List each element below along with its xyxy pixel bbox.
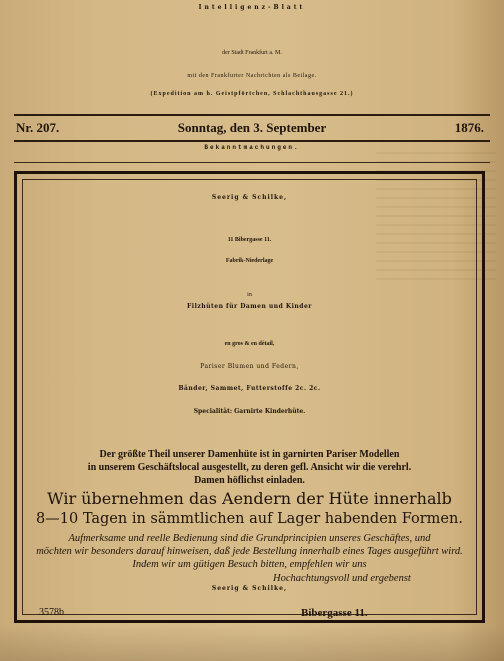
ad-service — [23, 488, 476, 530]
ad-signature-address: Bibergasse 11. — [301, 607, 368, 619]
ad-service-line: 8—10 Tagen in sämmtlichen auf Lager habenden Formen. — [36, 511, 463, 527]
ad-firm-name: Seerig & Schilke, — [211, 194, 288, 201]
advertisement-box — [14, 171, 485, 623]
ad-closing-line: möchten wir besonders darauf hinweisen, daß jede Bestellung innerhalb eines Tages ausgeführt wird. — [36, 546, 463, 557]
masthead-expedition: (Expedition am h. Geistpförtchen, Schlachthausgasse 21.) — [150, 91, 354, 97]
ad-closing — [23, 532, 476, 571]
ad-notice-line: Damen höflichst einladen. — [194, 475, 305, 486]
masthead-title: Intelligenz-Blatt — [198, 4, 306, 11]
ad-pariser: Pariser Blumen und Federn, — [200, 363, 299, 370]
issue-year: 1876. — [454, 120, 484, 135]
ad-address: 11 Bibergasse 11. — [227, 237, 272, 243]
section-rule — [14, 162, 490, 163]
ad-notice-line: in unserem Geschäftslocal ausgestellt, zu deren gefl. Ansicht wir die verehrl. — [87, 462, 412, 473]
issue-date: Sonntag, den 3. September — [177, 120, 327, 135]
ad-service-line: Wir übernehmen das Aendern der Hüte innerhalb — [47, 489, 452, 508]
issue-number: Nr. 207. — [16, 120, 60, 135]
ad-products: Filzhüten für Damen und Kinder — [187, 303, 312, 310]
ad-signature: Seerig & Schilke, — [211, 585, 288, 592]
ad-number: 3578b — [39, 607, 64, 618]
ad-specialty: Specialität: Garnirte Kinderhüte. — [193, 408, 306, 415]
advertisement-inner-frame — [22, 179, 477, 619]
ad-notice-line: Der größte Theil unserer Damenhüte ist in garnirten Pariser Modellen — [99, 449, 400, 460]
ad-closing-line: Indem wir um gütigen Besuch bitten, empfehlen wir uns — [132, 559, 367, 570]
ad-engros: en gros & en détail, — [224, 341, 275, 347]
ad-baender: Bänder, Sammet, Futterstoffe 2c. 2c. — [178, 385, 321, 392]
page-shadow — [0, 625, 504, 661]
ad-in: in — [247, 292, 252, 298]
ad-notice — [23, 448, 476, 487]
masthead-subtitle: der Stadt Frankfurt a. M. — [222, 50, 282, 56]
masthead-beilage: mit den Frankfurter Nachrichten als Beilage. — [187, 73, 317, 79]
ad-greeting: Hochachtungsvoll und ergebenst — [273, 573, 411, 584]
dateline — [14, 114, 490, 142]
ad-closing-line: Aufmerksame und reelle Bedienung sind die Grundprincipien unseres Geschäftes, und — [68, 533, 431, 544]
section-heading: Bekanntmachungen. — [204, 144, 300, 151]
ad-heading: Fabrik-Niederlage — [225, 258, 274, 264]
